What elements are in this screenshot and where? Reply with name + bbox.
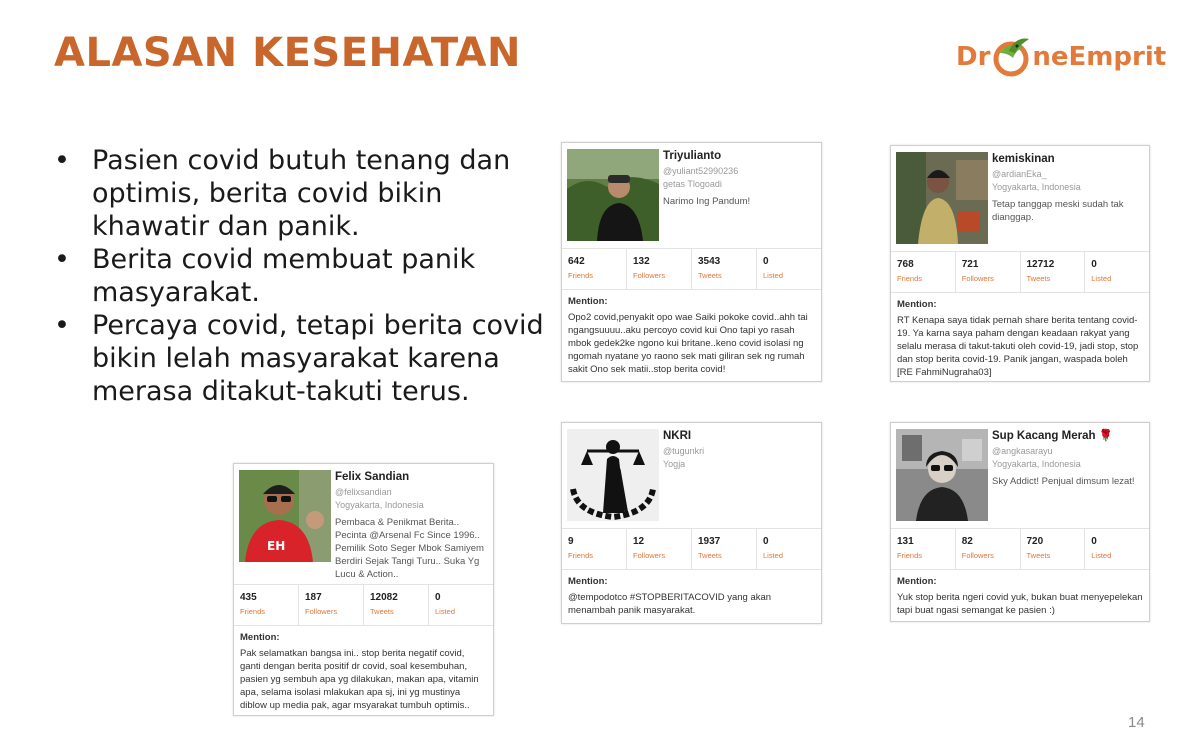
profile-handle: @tugunkri [663, 446, 705, 456]
profile-location: getas Tlogoadi [663, 178, 722, 189]
friends-label: Friends [568, 551, 594, 560]
mention-heading: Mention: [897, 576, 937, 587]
profile-location: Yogyakarta, Indonesia [335, 499, 424, 510]
profile-photo [567, 429, 659, 521]
page-number: 14 [1128, 714, 1145, 731]
profile-bio: Sky Addict! Penjual dimsum lezat! [992, 476, 1135, 487]
mention-heading: Mention: [568, 296, 608, 307]
friends-count: 131 [897, 536, 914, 547]
followers-count: 82 [961, 536, 973, 547]
friends-count: 768 [897, 259, 914, 270]
followers-label: Followers [633, 271, 666, 280]
bullet-item [54, 243, 544, 309]
profile-stats [234, 585, 493, 626]
friends-count: 435 [240, 592, 257, 603]
tweets-label: Tweets [698, 551, 722, 560]
mention-text: Yuk stop berita ngeri covid yuk, bukan buat menyepelekan tapi buat ngasi semangat ke pasien :) [897, 592, 1143, 616]
profile-handle: @angkasarayu [992, 446, 1053, 456]
mention-text: Pak selamatkan bangsa ini.. stop berita negatif covid, ganti dengan berita positif dr covid, soal kesembuhan, pasien yg sembuh apa yg dilakukan, makan apa, vitamin apa, selama isolasi mlakukan apa sj, ini yg mustinya diblow up media pak, agar msyarakat tumbuh optimis.. [240, 648, 479, 711]
profile-stats [562, 529, 821, 570]
tweets-label: Tweets [1026, 551, 1051, 560]
profile-handle: @felixsandian [335, 487, 392, 497]
twitter-profile-card [233, 463, 494, 716]
tweets-count: 3543 [698, 256, 721, 267]
profile-bio: Narimo Ing Pandum! [663, 196, 751, 207]
listed-count: 0 [763, 536, 769, 547]
svg-text:EH: EH [267, 539, 286, 553]
followers-count: 187 [305, 592, 322, 603]
drone-emprit-logo [956, 30, 1166, 84]
twitter-profile-card [561, 142, 822, 382]
listed-count: 0 [1091, 536, 1097, 547]
mention-text: RT Kenapa saya tidak pernah share berita tentang covid-19. Ya karna saya paham dengan keadaan rakyat yang selalu merasa di takut-takuti oleh covid-19, jadi stop, stop dan stop berita covid-19. Panik jangan, waspada boleh [RE FahmiNugraha03] [897, 315, 1139, 378]
followers-count: 132 [633, 256, 650, 267]
listed-label: Listed [763, 551, 784, 560]
bullet-text: Pasien covid butuh tenang dan optimis, berita covid bikin khawatir dan panik. [92, 145, 511, 242]
followers-label: Followers [961, 551, 994, 560]
followers-label: Followers [961, 274, 994, 283]
profile-handle: @yuliant52990236 [663, 166, 739, 176]
listed-count: 0 [435, 592, 441, 603]
profile-name: kemiskinan [992, 153, 1055, 165]
tweets-count: 12712 [1026, 259, 1055, 270]
profile-photo [567, 149, 659, 241]
mention-text: Opo2 covid,penyakit opo wae Saiki pokoke covid..ahh tai ngangsuuuu..aku percoyo covid kui Ono tapi yo rasah mbok gedek2ke ngono kui britane..keno covid isolasi ng ngomah nyatane yo raono sek mati giliran sek ng rumah sakit Ono sek matii..stop berita covid! [568, 312, 808, 375]
profile-name: Sup Kacang Merah 🌹 [992, 430, 1114, 442]
twitter-profile-card [890, 145, 1150, 382]
followers-count: 12 [633, 536, 645, 547]
followers-count: 721 [961, 259, 979, 270]
bullet-item [54, 309, 544, 408]
profile-name: NKRI [663, 430, 692, 442]
profile-stats [891, 252, 1149, 293]
tweets-count: 1937 [698, 536, 721, 547]
friends-label: Friends [897, 551, 923, 560]
friends-count: 9 [568, 536, 574, 547]
listed-label: Listed [1091, 274, 1112, 283]
followers-label: Followers [633, 551, 666, 560]
profile-stats [891, 529, 1149, 570]
profile-photo [896, 152, 988, 244]
twitter-profile-card [890, 422, 1150, 622]
twitter-profile-card [561, 422, 822, 624]
profile-name: Felix Sandian [335, 471, 410, 483]
profile-location: Yogja [663, 458, 686, 469]
logo-text-part2: neEmprit [1032, 42, 1167, 72]
mention-heading: Mention: [897, 299, 937, 310]
mention-text: @tempodotco #STOPBERITACOVID yang akan menambah panik masyarakat. [568, 592, 772, 616]
tweets-label: Tweets [1026, 274, 1051, 283]
listed-count: 0 [1091, 259, 1097, 270]
mention-heading: Mention: [240, 632, 280, 643]
bullet-item [54, 144, 544, 243]
bullet-dot: • [54, 145, 70, 176]
bullet-dot: • [54, 310, 70, 341]
tweets-count: 12082 [370, 592, 398, 603]
bullet-list [54, 144, 544, 408]
tweets-label: Tweets [698, 271, 722, 280]
friends-count: 642 [568, 256, 585, 267]
bird-in-circle-logo-icon [991, 31, 1031, 83]
profile-name: Triyulianto [663, 150, 722, 162]
profile-location: Yogyakarta, Indonesia [992, 181, 1081, 192]
profile-handle: @ardianEka_ [992, 169, 1047, 179]
followers-label: Followers [305, 607, 338, 616]
profile-bio: Tetap tanggap meski sudah tak dianggap. [992, 199, 1124, 223]
friends-label: Friends [568, 271, 594, 280]
tweets-label: Tweets [370, 607, 394, 616]
profile-photo [896, 429, 988, 521]
tweets-count: 720 [1026, 536, 1044, 547]
bullet-text: Berita covid membuat panik masyarakat. [92, 244, 476, 308]
listed-label: Listed [435, 607, 456, 616]
profile-photo [239, 470, 331, 562]
friends-label: Friends [240, 607, 266, 616]
listed-label: Listed [763, 271, 784, 280]
profile-bio: Pembaca & Penikmat Berita.. Pecinta @Arsenal Fc Since 1996.. Pemilik Soto Seger Mbok Samiyem Berdiri Sejak Tangi Turu.. Suka Yg Lucu & Action.. [335, 517, 484, 580]
profile-location: Yogyakarta, Indonesia [992, 458, 1081, 469]
friends-label: Friends [897, 274, 923, 283]
bullet-dot: • [54, 244, 70, 275]
bullet-text: Percaya covid, tetapi berita covid bikin lelah masyarakat karena merasa ditakut-takuti terus. [92, 310, 544, 407]
logo-text-part1: Dr [956, 42, 991, 72]
slide-title: ALASAN KESEHATAN [54, 30, 521, 76]
listed-label: Listed [1091, 551, 1112, 560]
listed-count: 0 [763, 256, 769, 267]
mention-heading: Mention: [568, 576, 608, 587]
profile-stats [562, 249, 821, 290]
